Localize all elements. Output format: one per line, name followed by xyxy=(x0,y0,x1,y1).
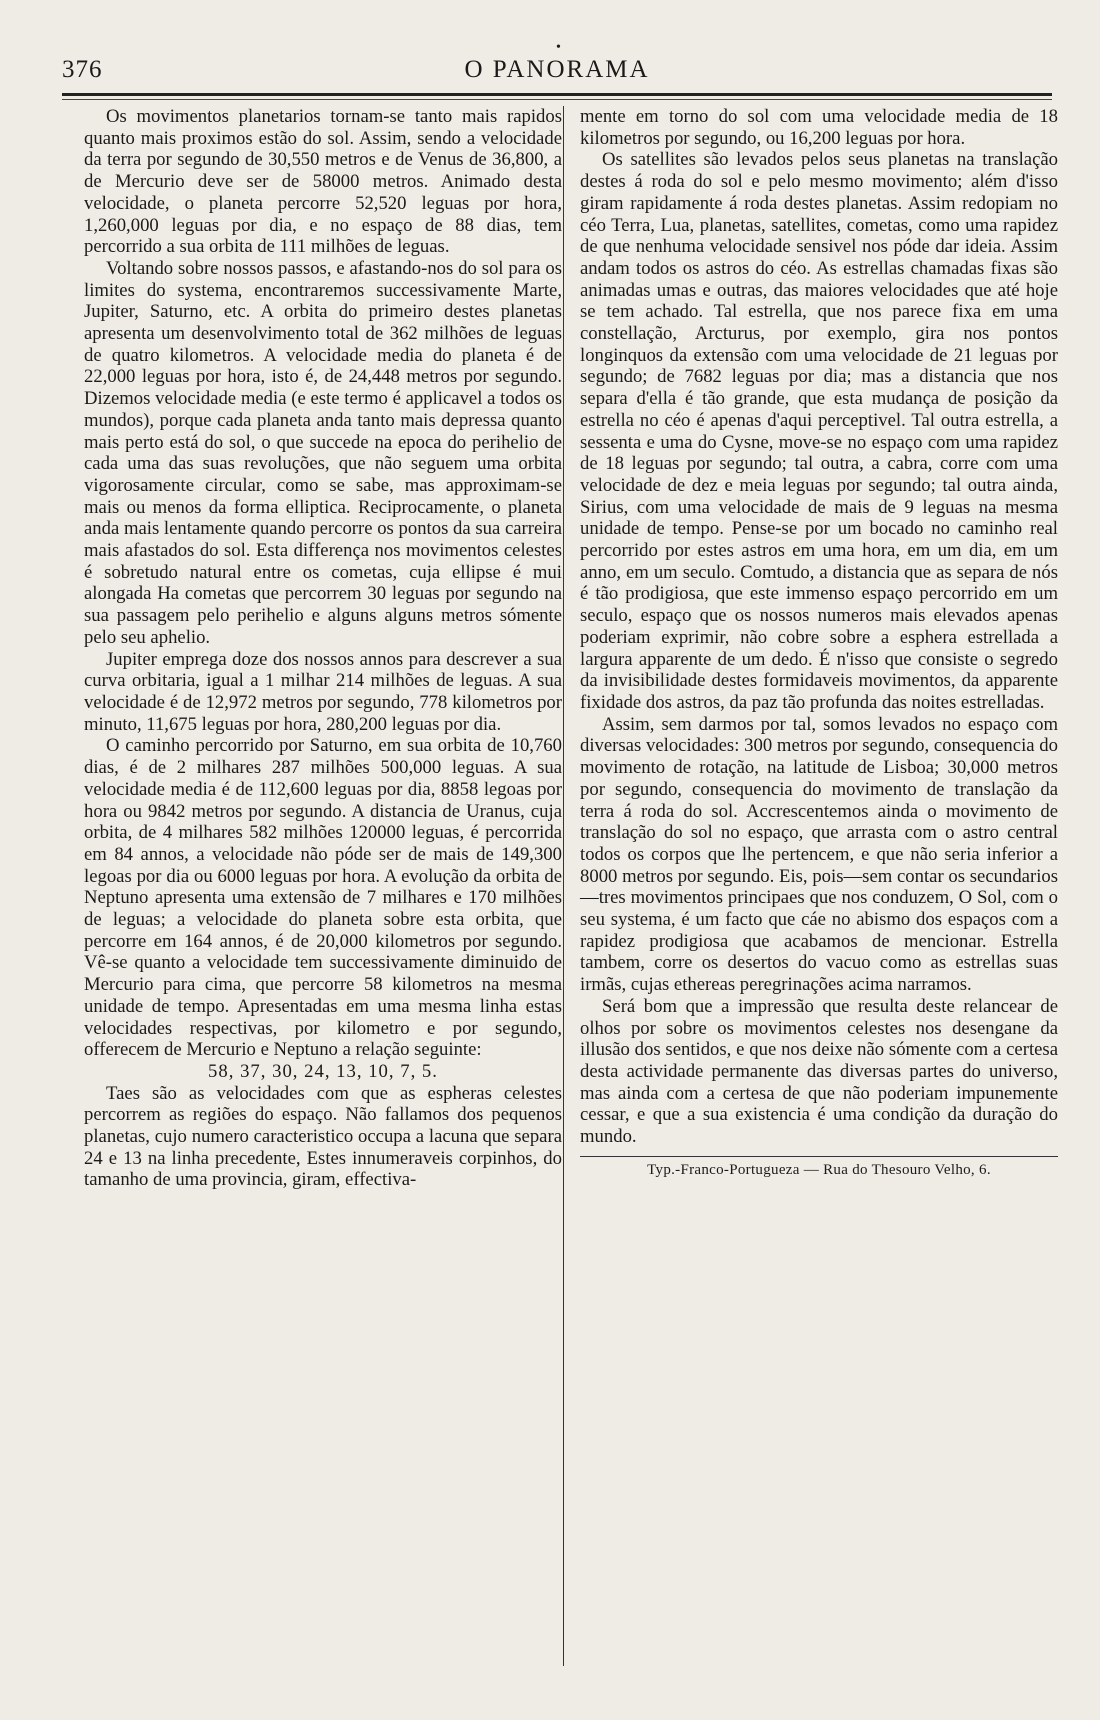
running-title: O PANORAMA xyxy=(464,56,650,83)
header-rule xyxy=(62,93,1052,96)
left-column xyxy=(84,106,562,1191)
paragraph: Assim, sem darmos por tal, somos levados no espaço com diversas velocidades: 300 metros por segundo, consequencia do movimento de rotação, na latitude de Lisboa; 30,000 metros por segundo, consequencia do movimento de translação da terra á roda do sol. Accrescentemos ainda o movimento de translação do sol no espaço, que arrasta com o astro central todos os corpos que lhe pertencem, e que não seria inferior a 8000 metros por segundo. Eis, pois—sem contar os secundarios—tres movimentos principaes que nos conduzem, O Sol, com o seu systema, é um facto que cáe no abismo dos espaços com a rapidez prodigiosa que acabamos de mencionar. Estrella tambem, corre os desertos do vacuo como as estrellas suas irmãs, cujas ethereas peregrinações acima narramos. xyxy=(580,713,1058,996)
paragraph: Voltando sobre nossos passos, e afastando-nos do sol para os limites do systema, encontraremos successivamente Marte, Jupiter, Saturno, etc. A orbita do primeiro destes planetas apresenta um desenvolvimento total de 362 milhões de leguas de quatro kilometros. A velocidade media do planeta é de 22,000 leguas por hora, isto é, de 24,448 metros por segundo. Dizemos velocidade media (e este termo é applicavel a todos os mundos), porque cada planeta anda tanto mais depressa quanto mais perto está do sol, o que succede na epoca do perihelio de cada uma das suas revoluções, que não seguem uma orbita vigorosamente circular, como se sabe, mas approximam-se mais ou menos da forma elliptica. Reciprocamente, o planeta anda mais lentamente quando percorre os pontos da sua carreira mais afastados do sol. Esta differença nos movimentos celestes é sobretudo natural entre os cometas, cuja ellipse é mui alongada Ha cometas que percorrem 30 leguas por segundo na sua passagem pelo perihelio e alguns alguns metros sómente pelo seu aphelio. xyxy=(84,257,562,648)
paragraph: O caminho percorrido por Saturno, em sua orbita de 10,760 dias, é de 2 milhares 287 milhões 500,000 leguas. A sua velocidade media é de 112,600 leguas por dia, 8858 legoas por hora ou 9842 metros por segundo. A distancia de Uranus, cuja orbita, de 4 milhares 582 milhões 120000 leguas, é percorrida em 84 annos, a velocidade não póde ser de mais de 149,300 legoas por dia ou 6000 leguas por hora. A evolução da orbita de Neptuno apresenta uma extensão de 7 milhares e 170 milhões de leguas; a velocidade do planeta sobre esta orbita, que percorre em 164 annos, é de 20,000 kilometros por segundo. Vê-se quanto a velocidade tem successivamente diminuido de Mercurio para cima, que percorre 58 kilometros na mesma unidade de tempo. Apresentadas em uma mesma linha estas velocidades respectivas, por kilometro e por segundo, offerecem de Mercurio e Neptuno a relação seguinte: xyxy=(84,735,562,1061)
paragraph: Taes são as velocidades com que as espheras celestes percorrem as regiões do espaço. Não fallamos dos pequenos planetas, cujo numero caracteristico occupa a lacuna que separa 24 e 13 na linha precedente, Estes innumeraveis corpinhos, do tamanho de uma provincia, giram, effectiva- xyxy=(84,1082,562,1191)
printer-imprint: Typ.-Franco-Portugueza — Rua do Thesouro Velho, 6. xyxy=(580,1156,1058,1179)
right-column xyxy=(580,106,1058,1179)
print-mark: • xyxy=(556,40,561,55)
page-number: 376 xyxy=(62,56,103,83)
paragraph: Será bom que a impressão que resulta deste relancear de olhos por sobre os movimentos celestes nos desengane da illusão dos sentidos, e que nos deixe não sómente com a certesa desta actividade permanente das diversas partes do universo, mas ainda com a certesa de que não poderiam impunemente cessar, e que a sua existencia é uma condição da duração do mundo. xyxy=(580,995,1058,1148)
paragraph: Os satellites são levados pelos seus planetas na translação destes á roda do sol e pelo mesmo movimento; além d'isso giram rapidamente á roda destes planetas. Assim redopiam no céo Terra, Lua, planetas, satellites, cometas, como uma rapidez de que nenhuma velocidade sensivel nos póde dar ideia. Assim andam todos os astros do céo. As estrellas chamadas fixas são animadas umas e outras, das maiores velocidades que até hoje se tem achado. Tal estrella, que nos parece fixa em uma constellação, Arcturus, por exemplo, gira nos pontos longinquos da extensão com uma velocidade de 21 leguas por segundo; de 7682 leguas por dia; mas a distancia que nos separa d'ella é tão grande, que esta mudança de posição da estrella no céo é apenas d'aqui perceptivel. Tal outra estrella, a sessenta e uma do Cysne, move-se no espaço com uma rapidez de 18 leguas por segundo; tal outra, a cabra, corre com uma velocidade de dez e meia leguas por segundo; tal outra ainda, Sirius, com uma velocidade de mais de 9 leguas na mesma unidade de tempo. Pense-se por um bocado no caminho real percorrido por estes astros em uma hora, em um dia, em um anno, em um seculo. Comtudo, a distancia que as separa de nós é tão prodigiosa, que este immenso espaço percorrido em um seculo, espaço que os nossos numeros mais elevados apenas poderiam exprimir, não cobre sobre a esphera estrellada a largura apparente de um dedo. É n'isso que consiste o segredo da invisibilidade destes formidaveis movimentos, da apparente fixidade dos astros, da paz tão profunda das noites estrelladas. xyxy=(580,149,1058,713)
paragraph: mente em torno do sol com uma velocidade media de 18 kilometros por segundo, ou 16,200 leguas por hora. xyxy=(580,106,1058,149)
column-divider xyxy=(563,106,564,1666)
paragraph: Os movimentos planetarios tornam-se tanto mais rapidos quanto mais proximos estão do sol. Assim, sendo a velocidade da terra por segundo de 30,550 metros e de Venus de 36,800, a de Mercurio deve ser de 58000 metros. Animado desta velocidade, o planeta percorre 52,520 leguas por hora, 1,260,000 leguas por dia, e no espaço de 88 dias, tem percorrido a sua orbita de 111 milhões de leguas. xyxy=(84,106,562,258)
paragraph: Jupiter emprega doze dos nossos annos para descrever a sua curva orbitaria, igual a 1 milhar 214 milhões de leguas. A sua velocidade é de 12,972 metros por segundo, 778 kilometros por minuto, 11,675 leguas por hora, 280,200 leguas por dia. xyxy=(84,648,562,735)
header-rule-thin xyxy=(62,99,1052,100)
page-header xyxy=(62,50,1052,86)
velocity-sequence: 58, 37, 30, 24, 13, 10, 7, 5. xyxy=(208,1060,438,1082)
